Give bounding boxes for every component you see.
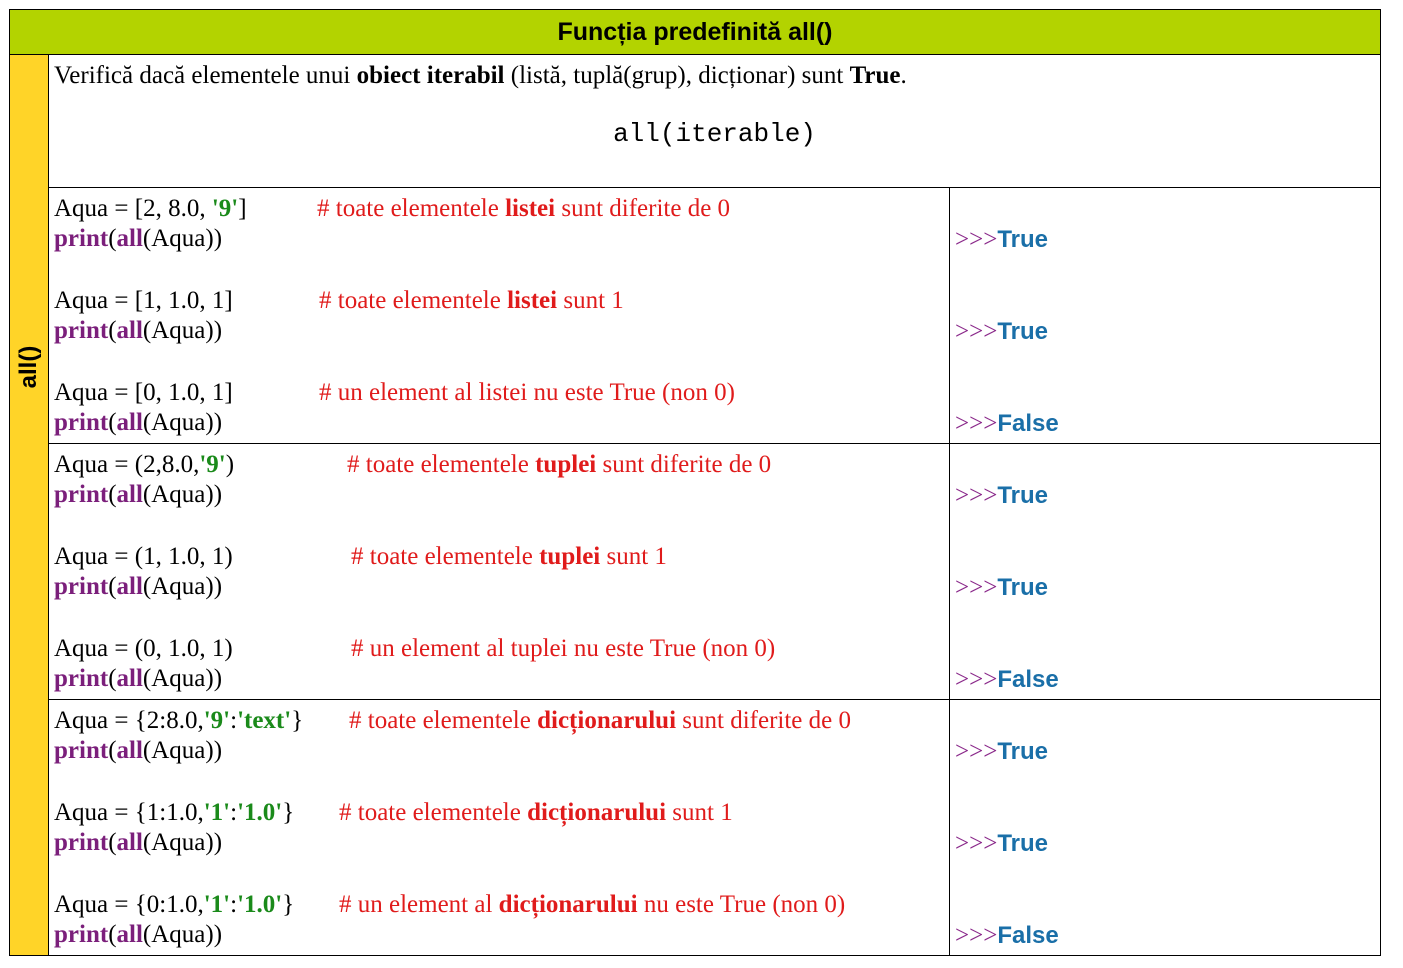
comment-text: # toate elementele <box>351 543 540 570</box>
code-comment <box>319 286 624 316</box>
output-result: False <box>997 922 1059 949</box>
comment-emphasis: dicționarului <box>498 891 638 918</box>
all-keyword: all <box>116 665 143 692</box>
all-keyword: all <box>116 829 143 856</box>
output-line <box>955 737 1048 767</box>
code-text: Aqua = (1, 1.0, 1) <box>54 543 233 570</box>
code-snippet <box>54 378 233 438</box>
code-text: : <box>230 799 238 826</box>
print-keyword: print <box>54 665 109 692</box>
comment-emphasis: listei <box>507 287 558 314</box>
comment-emphasis: dicționarului <box>527 799 667 826</box>
code-text: (Aqua)) <box>142 665 223 692</box>
comment-text: # toate elementele <box>339 799 528 826</box>
assignment-line <box>54 194 247 224</box>
code-text: Aqua = [0, 1.0, 1] <box>54 379 233 406</box>
code-text: (Aqua)) <box>142 737 223 764</box>
output-line <box>955 921 1059 951</box>
output-result: True <box>997 482 1048 509</box>
output-result: True <box>997 318 1048 345</box>
output-prompt: >>> <box>955 738 998 765</box>
output-result: True <box>997 738 1048 765</box>
assignment-line <box>54 798 294 828</box>
code-text: ( <box>108 409 117 436</box>
code-text: } <box>282 799 295 826</box>
print-line <box>54 828 294 858</box>
code-text: ( <box>108 317 117 344</box>
assignment-line <box>54 286 233 316</box>
output-result: True <box>997 574 1048 601</box>
comment-text: # toate elementele <box>319 287 508 314</box>
tuple-examples-block <box>48 443 1381 700</box>
code-text: (Aqua)) <box>142 317 223 344</box>
comment-text: sunt 1 <box>557 287 624 314</box>
comment-emphasis: dicționarului <box>537 707 677 734</box>
string-literal: '1' <box>203 891 231 918</box>
comment-text: # un element al <box>339 891 499 918</box>
code-comment <box>351 542 667 572</box>
all-keyword: all <box>116 317 143 344</box>
print-keyword: print <box>54 921 109 948</box>
output-line <box>955 573 1048 603</box>
string-literal: '1.0' <box>237 891 283 918</box>
comment-text: nu este True (non 0) <box>637 891 846 918</box>
code-text: (Aqua)) <box>142 921 223 948</box>
code-text: Aqua = (0, 1.0, 1) <box>54 635 233 662</box>
code-text: (Aqua)) <box>142 225 223 252</box>
column-divider <box>949 700 950 956</box>
side-label: all() <box>15 345 42 389</box>
output-line <box>955 317 1048 347</box>
output-prompt: >>> <box>955 482 998 509</box>
print-line <box>54 572 233 602</box>
string-literal: '9' <box>199 451 226 478</box>
code-text: (Aqua)) <box>142 573 223 600</box>
output-line <box>955 409 1059 439</box>
code-comment <box>347 450 771 480</box>
assignment-line <box>54 542 233 572</box>
code-text: ] <box>238 195 247 222</box>
comment-text: # un element al tuplei nu este True (non 0) <box>351 635 776 662</box>
output-prompt: >>> <box>955 410 998 437</box>
title-text: Funcția predefinită all() <box>557 17 833 46</box>
comment-emphasis: listei <box>505 195 556 222</box>
syntax-line: all(iterable) <box>613 119 816 149</box>
code-snippet <box>54 634 233 694</box>
list-examples-block <box>48 187 1381 444</box>
code-snippet <box>54 706 303 766</box>
code-text: ) <box>225 451 235 478</box>
print-keyword: print <box>54 481 109 508</box>
assignment-line <box>54 634 233 664</box>
code-snippet <box>54 286 233 346</box>
code-snippet <box>54 542 233 602</box>
code-text: ( <box>108 665 117 692</box>
code-comment <box>349 706 851 736</box>
code-text: ( <box>108 481 117 508</box>
comment-text: sunt diferite de 0 <box>555 195 731 222</box>
output-prompt: >>> <box>955 226 998 253</box>
all-keyword: all <box>116 921 143 948</box>
output-line <box>955 225 1048 255</box>
code-snippet <box>54 194 247 254</box>
description-cell <box>48 54 1381 188</box>
side-header <box>9 54 49 956</box>
code-text: (Aqua)) <box>142 481 223 508</box>
code-text: Aqua = {1:1.0, <box>54 799 204 826</box>
print-line <box>54 736 303 766</box>
code-text: Aqua = [1, 1.0, 1] <box>54 287 233 314</box>
dict-examples-block <box>48 699 1381 956</box>
print-line <box>54 664 233 694</box>
comment-text: # toate elementele <box>349 707 538 734</box>
comment-text: sunt 1 <box>600 543 667 570</box>
string-literal: 'text' <box>237 707 292 734</box>
print-line <box>54 316 233 346</box>
comment-text: # toate elementele <box>347 451 536 478</box>
output-prompt: >>> <box>955 574 998 601</box>
output-result: False <box>997 666 1059 693</box>
print-keyword: print <box>54 829 109 856</box>
code-text: (Aqua)) <box>142 829 223 856</box>
page-title <box>9 9 1381 55</box>
assignment-line <box>54 890 294 920</box>
comment-emphasis: tuplei <box>535 451 597 478</box>
print-keyword: print <box>54 317 109 344</box>
all-keyword: all <box>116 481 143 508</box>
comment-text: sunt 1 <box>666 799 733 826</box>
comment-text: # un element al listei nu este True (non 0) <box>319 379 735 406</box>
code-comment <box>339 890 845 920</box>
assignment-line <box>54 378 233 408</box>
print-line <box>54 408 233 438</box>
all-keyword: all <box>116 737 143 764</box>
all-keyword: all <box>116 225 143 252</box>
output-line <box>955 481 1048 511</box>
code-text: } <box>291 707 304 734</box>
print-line <box>54 920 294 950</box>
output-prompt: >>> <box>955 922 998 949</box>
assignment-line <box>54 450 234 480</box>
column-divider <box>949 188 950 444</box>
all-keyword: all <box>116 409 143 436</box>
string-literal: '9' <box>211 195 239 222</box>
output-result: False <box>997 410 1059 437</box>
output-prompt: >>> <box>955 318 998 345</box>
print-keyword: print <box>54 409 109 436</box>
print-keyword: print <box>54 225 109 252</box>
print-keyword: print <box>54 737 109 764</box>
code-text: : <box>230 891 238 918</box>
print-keyword: print <box>54 573 109 600</box>
comment-emphasis: tuplei <box>539 543 601 570</box>
code-text: } <box>282 891 295 918</box>
comment-text: # toate elementele <box>317 195 506 222</box>
comment-text: sunt diferite de 0 <box>676 707 851 734</box>
output-line <box>955 829 1048 859</box>
string-literal: '1' <box>203 799 231 826</box>
code-text: : <box>230 707 238 734</box>
code-text: ( <box>108 225 117 252</box>
code-text: ( <box>108 921 117 948</box>
output-line <box>955 665 1059 695</box>
output-prompt: >>> <box>955 830 998 857</box>
all-keyword: all <box>116 573 143 600</box>
code-text: Aqua = {2:8.0, <box>54 707 204 734</box>
code-text: ( <box>108 829 117 856</box>
print-line <box>54 480 234 510</box>
code-text: Aqua = (2,8.0, <box>54 451 200 478</box>
code-comment <box>319 378 735 408</box>
code-snippet <box>54 890 294 950</box>
assignment-line <box>54 706 303 736</box>
code-text: ( <box>108 573 117 600</box>
code-text: (Aqua)) <box>142 409 223 436</box>
code-comment <box>351 634 775 664</box>
code-comment <box>317 194 730 224</box>
string-literal: '9' <box>203 707 231 734</box>
output-prompt: >>> <box>955 666 998 693</box>
code-text: ( <box>108 737 117 764</box>
output-result: True <box>997 226 1048 253</box>
description-text: Verifică dacă elementele unui obiect iterabil (listă, tuplă(grup), dicționar) sunt True. <box>54 62 907 89</box>
output-result: True <box>997 830 1048 857</box>
column-divider <box>949 444 950 700</box>
string-literal: '1.0' <box>237 799 283 826</box>
code-snippet <box>54 798 294 858</box>
code-snippet <box>54 450 234 510</box>
code-text: Aqua = {0:1.0, <box>54 891 204 918</box>
code-text: Aqua = [2, 8.0, <box>54 195 212 222</box>
comment-text: sunt diferite de 0 <box>596 451 772 478</box>
print-line <box>54 224 247 254</box>
code-comment <box>339 798 733 828</box>
